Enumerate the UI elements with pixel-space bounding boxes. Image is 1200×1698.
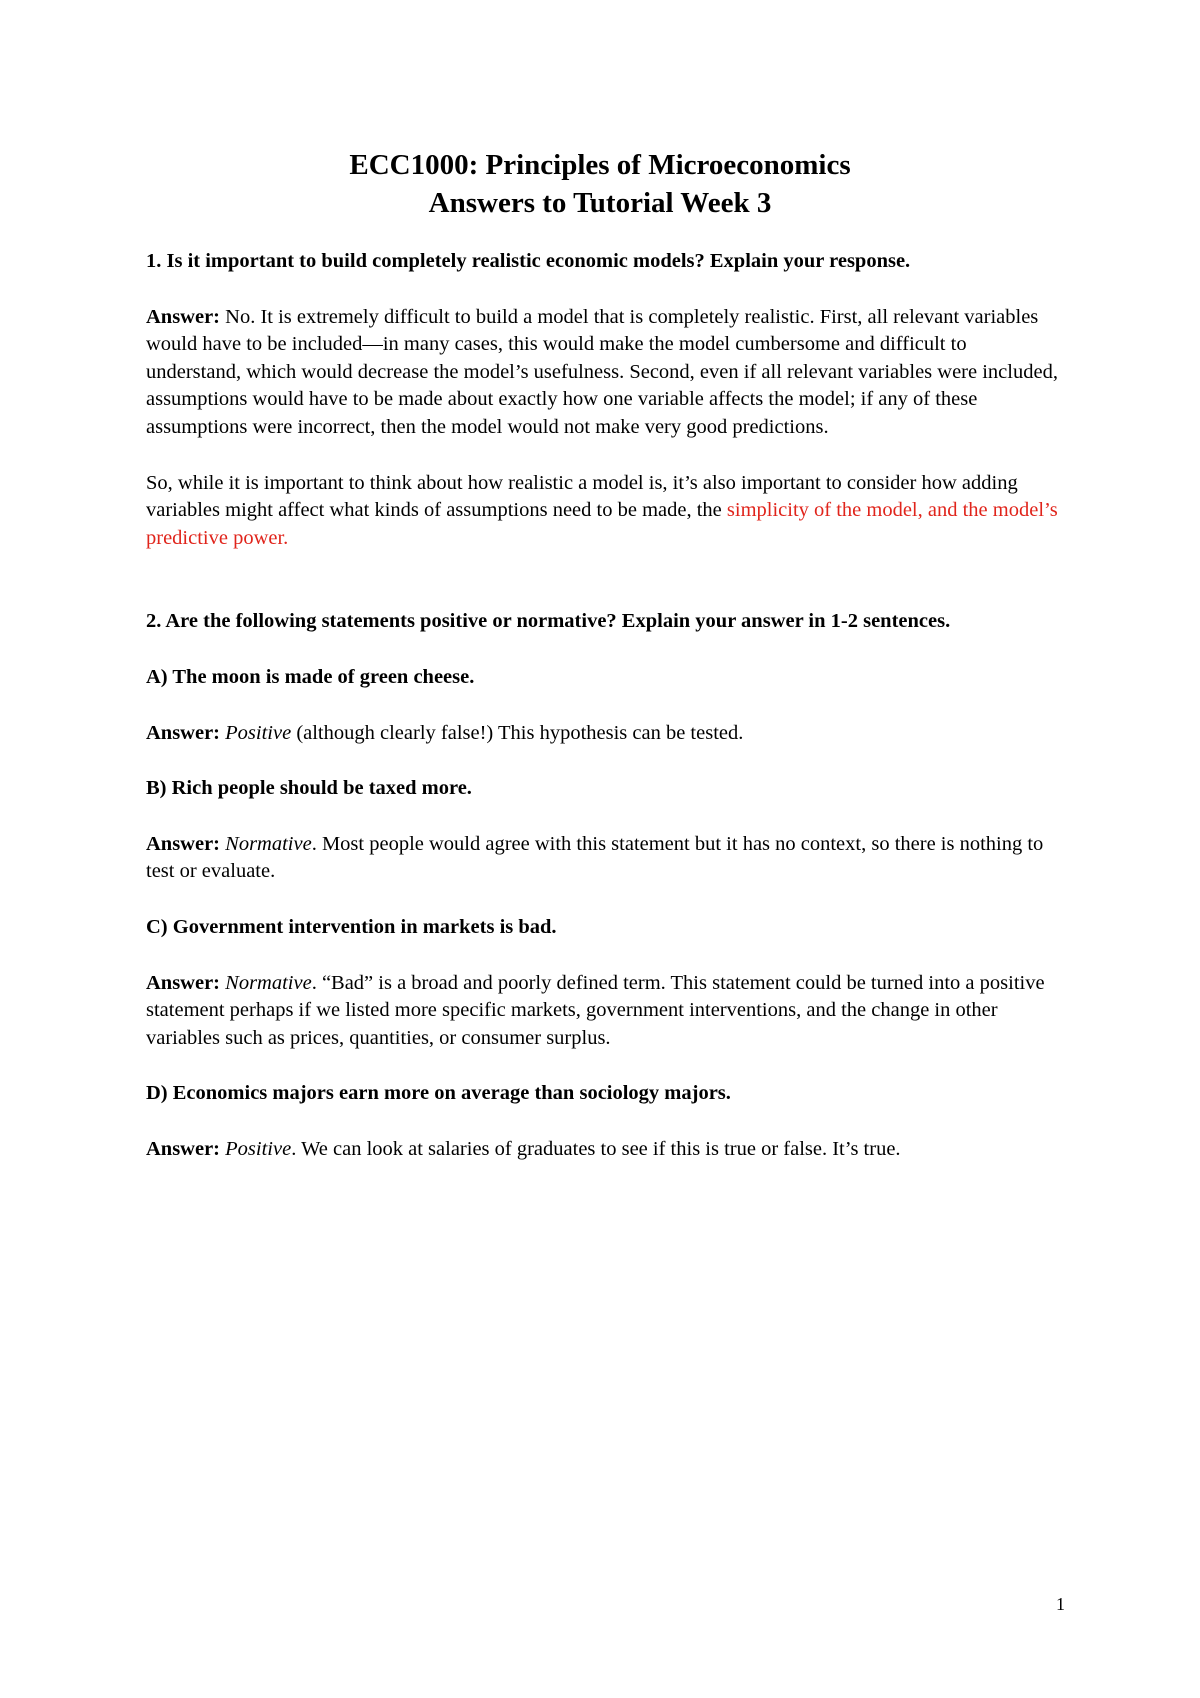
document-title: ECC1000: Principles of Microeconomics xyxy=(349,149,851,181)
document-subtitle: Answers to Tutorial Week 3 xyxy=(428,187,772,219)
answer-b xyxy=(146,831,1066,886)
question-1: 1. Is it important to build completely realistic economic models? Explain your response. xyxy=(146,250,911,272)
answer-d xyxy=(146,1136,1066,1164)
title-block xyxy=(0,146,1200,222)
answer-d-text: . We can look at salaries of graduates to see if this is true or false. It’s true. xyxy=(291,1137,901,1160)
section-spacer xyxy=(146,580,1066,608)
answer-b-type: Normative xyxy=(225,832,312,855)
answer-1-text: No. It is extremely difficult to build a model that is completely realistic. First, all relevant variables would have to be included—in many cases, this would make the model cumbersome and difficult to understand, which would decrease the model’s usefulness. Second, even if all relevant variables were included, assumptions would have to be made about exactly how one variable affects the model; if any of these assumptions were incorrect, then the model would not make very good predictions. xyxy=(146,305,1058,438)
answer-a-type: Positive xyxy=(225,721,292,744)
document-body xyxy=(146,248,1066,1191)
question-2: 2. Are the following statements positive or normative? Explain your answer in 1-2 sentences. xyxy=(146,610,951,633)
answer-c-type: Normative xyxy=(225,971,312,994)
answer-c-text: . “Bad” is a broad and poorly defined term. This statement could be turned into a positive statement perhaps if we listed more specific markets, government interventions, and the change in other variables such as prices, quantities, or consumer surplus. xyxy=(146,971,1045,1049)
answer-b-text: . Most people would agree with this statement but it has no context, so there is nothing to test or evaluate. xyxy=(146,832,1044,883)
answer-1-para2-text: So, while it is important to think about how realistic a model is, it’s also important to consider how adding variables might affect what kinds of assumptions need to be made, the xyxy=(146,471,1018,522)
statement-b: B) Rich people should be taxed more. xyxy=(146,777,472,800)
answer-label: Answer: xyxy=(146,305,221,328)
page-number: 1 xyxy=(1056,1594,1065,1614)
answer-a xyxy=(146,720,1066,748)
answer-c xyxy=(146,970,1066,1053)
answer-label: Answer: xyxy=(146,832,221,855)
answer-1-paragraph xyxy=(146,304,1066,442)
statement-c: C) Government intervention in markets is bad. xyxy=(146,915,557,938)
answer-label: Answer: xyxy=(146,1137,221,1160)
answer-label: Answer: xyxy=(146,721,221,744)
answer-1-paragraph-2 xyxy=(146,470,1066,553)
statement-d: D) Economics majors earn more on average than sociology majors. xyxy=(146,1082,731,1105)
answer-1-highlight: simplicity of the model, and the model’s predictive power. xyxy=(146,499,1058,549)
answer-label: Answer: xyxy=(146,971,221,994)
answer-a-text: (although clearly false!) This hypothesis can be tested. xyxy=(291,721,744,744)
statement-a: A) The moon is made of green cheese. xyxy=(146,665,475,688)
answer-d-type: Positive xyxy=(225,1137,292,1160)
